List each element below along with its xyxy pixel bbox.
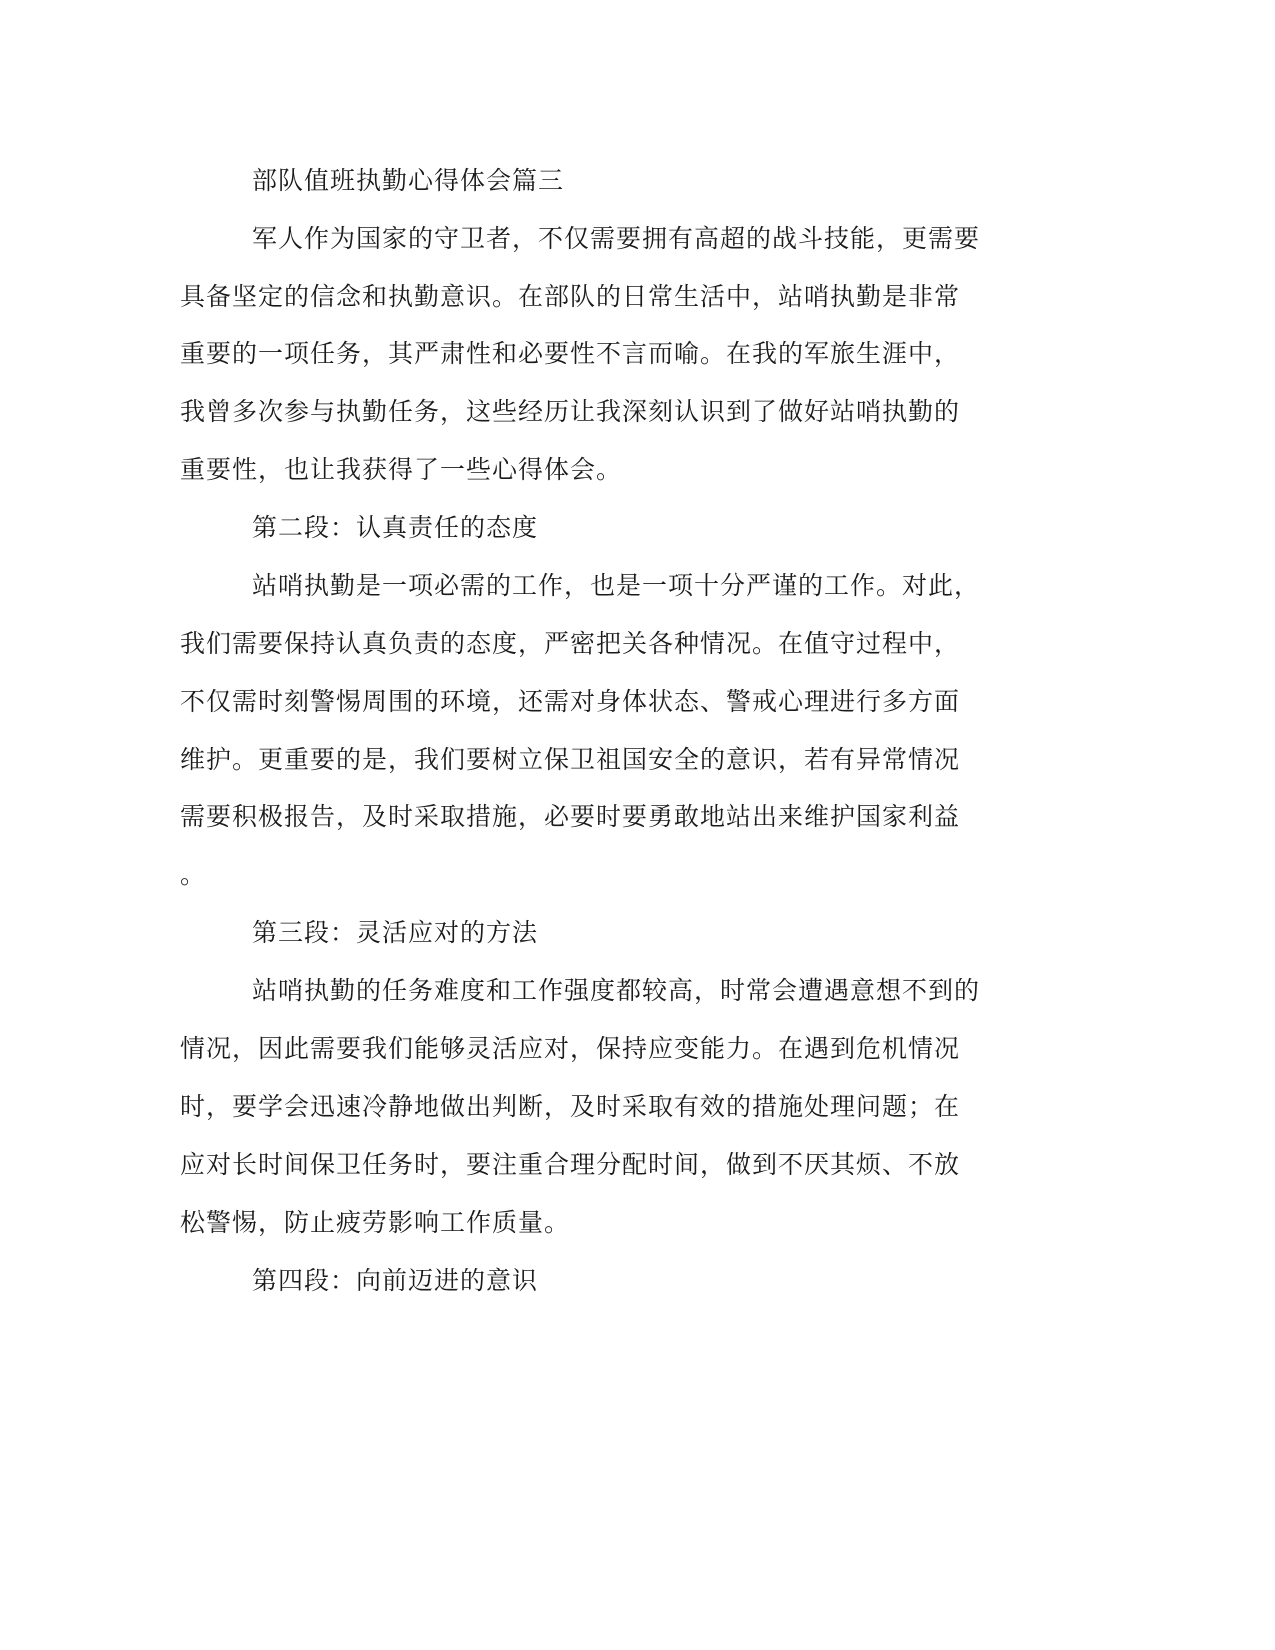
paragraph-line: 我们需要保持认真负责的态度，严密把关各种情况。在值守过程中， [180, 629, 961, 658]
paragraph-line: 。 [180, 860, 207, 889]
paragraph-line: 站哨执勤是一项必需的工作，也是一项十分严谨的工作。对此， [252, 571, 981, 600]
section-heading: 第二段：认真责任的态度 [252, 513, 539, 542]
paragraph-line: 不仅需时刻警惕周围的环境，还需对身体状态、警戒心理进行多方面 [180, 687, 961, 716]
paragraph-line: 需要积极报告，及时采取措施，必要时要勇敢地站出来维护国家利益 [180, 802, 961, 831]
paragraph-line: 重要的一项任务，其严肃性和必要性不言而喻。在我的军旅生涯中， [180, 339, 961, 368]
paragraph-line: 重要性，也让我获得了一些心得体会。 [180, 455, 623, 484]
paragraph-line: 情况，因此需要我们能够灵活应对，保持应变能力。在遇到危机情况 [180, 1034, 961, 1063]
paragraph-line: 时，要学会迅速冷静地做出判断，及时采取有效的措施处理问题；在 [180, 1092, 961, 1121]
paragraph-line: 军人作为国家的守卫者，不仅需要拥有高超的战斗技能，更需要 [252, 224, 981, 253]
section-title: 部队值班执勤心得体会篇三 [252, 166, 565, 195]
paragraph-line: 应对长时间保卫任务时，要注重合理分配时间，做到不厌其烦、不放 [180, 1150, 961, 1179]
section-heading: 第三段：灵活应对的方法 [252, 918, 539, 947]
paragraph-line: 我曾多次参与执勤任务，这些经历让我深刻认识到了做好站哨执勤的 [180, 397, 961, 426]
paragraph-line: 具备坚定的信念和执勤意识。在部队的日常生活中，站哨执勤是非常 [180, 282, 961, 311]
paragraph-line: 松警惕，防止疲劳影响工作质量。 [180, 1208, 571, 1237]
paragraph-line: 站哨执勤的任务难度和工作强度都较高，时常会遭遇意想不到的 [252, 976, 981, 1005]
paragraph-line: 维护。更重要的是，我们要树立保卫祖国安全的意识，若有异常情况 [180, 745, 961, 774]
section-heading: 第四段：向前迈进的意识 [252, 1266, 539, 1295]
